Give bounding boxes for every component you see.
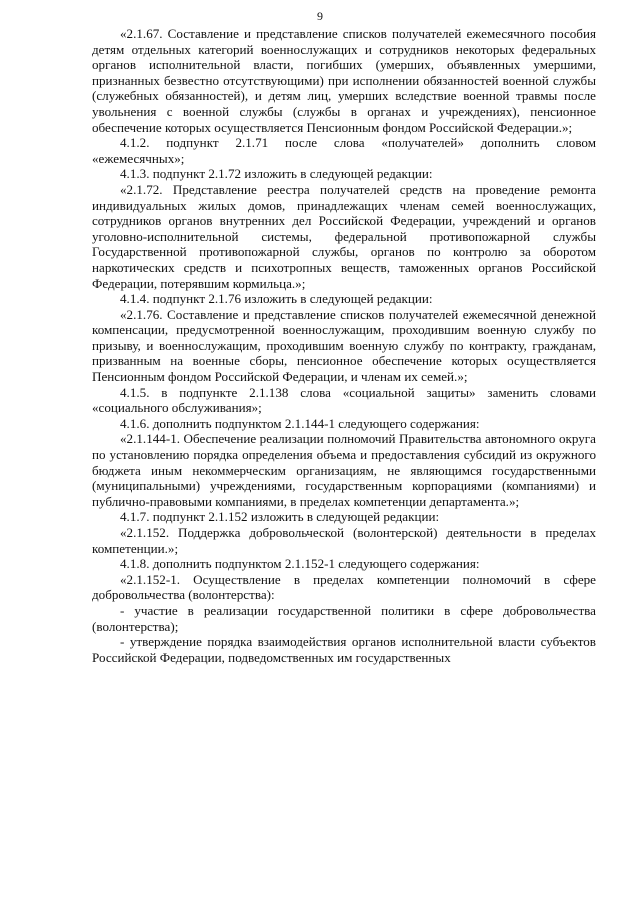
document-body — [92, 26, 596, 665]
paragraph-2-1-76: «2.1.76. Составление и представление списков получателей ежемесячной денежной компенсации, предусмотренной военнослужащим, проходившим военную службу по призыву, и военнослужащим, проходившим военную службу по контракту, гражданам, призванным на военные сборы, пенсионное обеспечение которых осуществляется Пенсионным фондом Российской Федерации, и членам их семей.»; — [92, 306, 596, 385]
paragraph-2-1-152-1: «2.1.152-1. Осуществление в пределах компетенции полномочий в сфере добровольчества (волонтерства): — [92, 571, 596, 603]
paragraph-2-1-144-1: «2.1.144-1. Обеспечение реализации полномочий Правительства автономного округа по установлению порядка определения объема и предоставления субсидий из окружного бюджета иным некоммерческим организациям, не являющимся государственными (муниципальными) учреждениями, государственным корпорациями (компаниями) и публично-правовыми компаниями, в пределах компетенции департамента.»; — [92, 431, 596, 509]
paragraph-4-1-7: 4.1.7. подпункт 2.1.152 изложить в следующей редакции: — [120, 509, 440, 525]
paragraph-4-1-3: 4.1.3. подпункт 2.1.72 изложить в следующей редакции: — [120, 166, 433, 182]
paragraph-4-1-6: 4.1.6. дополнить подпунктом 2.1.144-1 следующего содержания: — [120, 415, 480, 431]
paragraph-2-1-152: «2.1.152. Поддержка добровольческой (волонтерской) деятельности в пределах компетенции.»; — [92, 525, 596, 556]
page-number: 9 — [317, 9, 323, 23]
paragraph-2-1-72: «2.1.72. Представление реестра получателей средств на проведение ремонта индивидуальных жилых домов, принадлежащих членам семей военнослужащих, сотрудников органов внутренних дел Российской Федерации, учреждений и органов уголовно-исполнительной системы, федеральной противопожарной службы Государственной противопожарной службы, органов по контролю за оборотом наркотических средств и психотропных веществ, таможенных органов Российской Федерации, потерявшим кормильца.»; — [92, 181, 596, 291]
paragraph-4-1-5: 4.1.5. в подпункте 2.1.138 слова «социальной защиты» заменить словами «социального обслуживания»; — [92, 384, 596, 416]
paragraph-4-1-8: 4.1.8. дополнить подпунктом 2.1.152-1 следующего содержания: — [120, 556, 480, 572]
list-item-approval: - утверждение порядка взаимодействия органов исполнительной власти субъектов Российской Федерации, подведомственных им государственных — [92, 634, 596, 665]
paragraph-4-1-2: 4.1.2. подпункт 2.1.71 после слова «получателей» дополнить словом «ежемесячных»; — [92, 135, 596, 166]
paragraph-4-1-4: 4.1.4. подпункт 2.1.76 изложить в следующей редакции: — [120, 291, 433, 307]
paragraph-2-1-67: «2.1.67. Составление и представление списков получателей ежемесячного пособия детям отдельных категорий военнослужащих и сотрудников некоторых федеральных органов исполнительной власти, погибших (умерших, объявленных умершими, признанных безвестно отсутствующими) при исполнении обязанностей военной службы (служебных обязанностей), и детям лиц, умерших вследствие военной травмы после увольнения с военной службы (службы в органах и учреждениях), пенсионное обеспечение которых осуществляется Пенсионным фондом Российской Федерации.»; — [92, 26, 596, 135]
list-item-participation: - участие в реализации государственной политики в сфере добровольчества (волонтерства); — [92, 602, 596, 634]
